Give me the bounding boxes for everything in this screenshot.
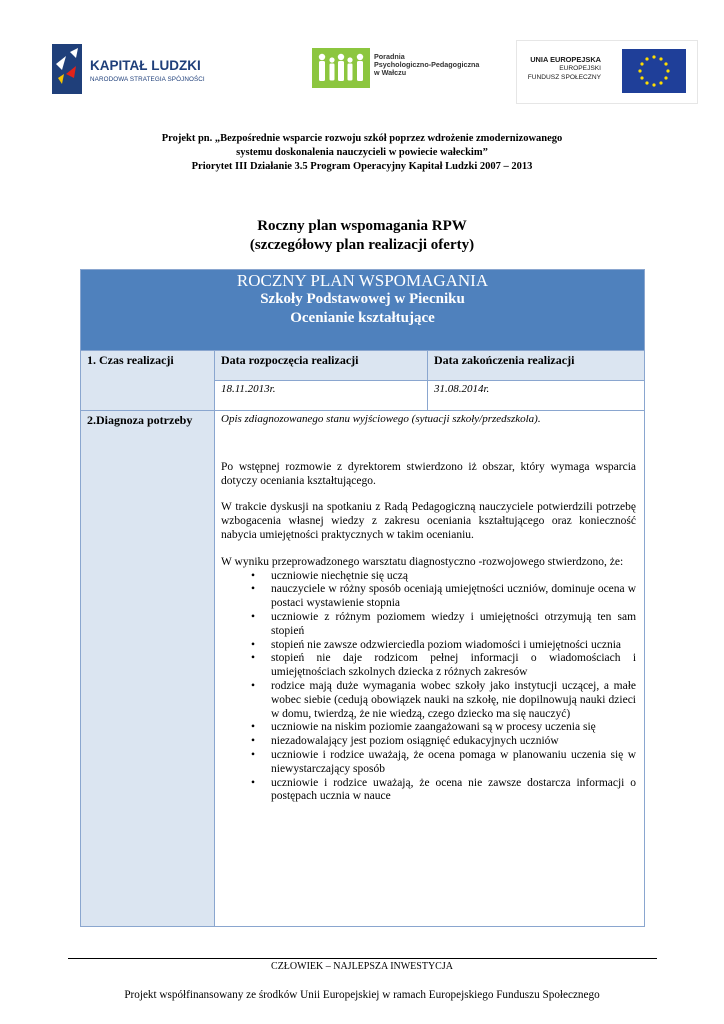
- realization-header-row: [81, 351, 645, 381]
- footer-cofinanced: Projekt współfinansowany ze środków Unii Europejskiej w ramach Europejskiego Funduszu Społecznego: [124, 989, 600, 1001]
- poradnia-name: [374, 53, 479, 78]
- plan-title-line1: Roczny plan wspomagania RPW: [257, 218, 467, 234]
- list-item: • uczniowie niechętnie się uczą: [221, 570, 636, 584]
- eu-fund-logo: [516, 40, 698, 104]
- people-group-icon: [312, 48, 370, 88]
- footer-slogan: CZŁOWIEK – NAJLEPSZA INWESTYCJA: [271, 961, 453, 972]
- diagnosis-paragraph-3: W wyniku przeprowadzonego warsztatu diagnostyczno -rozwojowego stwierdzono, że:: [221, 555, 624, 568]
- diagnosis-row: [81, 411, 645, 927]
- list-item: • niezadowalający jest poziom osiągnięć edukacyjnych uczniów: [221, 735, 636, 749]
- diagnosis-label: 2.Diagnoza potrzeby: [81, 411, 215, 927]
- list-item: • uczniowie na niskim poziomie zaangażowani są w procesy uczenia się: [221, 721, 636, 735]
- start-date-value: 18.11.2013r.: [215, 381, 428, 411]
- banner-topic: Ocenianie kształtujące: [290, 310, 435, 326]
- banner-title: ROCZNY PLAN WSPOMAGANIA: [236, 271, 489, 290]
- kapital-ludzki-emblem-icon: [52, 44, 82, 94]
- poradnia-line2: Psychologiczno-Pedagogiczna: [374, 60, 480, 70]
- poradnia-line1: Poradnia: [374, 52, 405, 61]
- plan-title: [0, 217, 724, 254]
- diagnosis-paragraph-2: W trakcie dyskusji na spotkaniu z Radą Pedagogiczną nauczyciele potwierdzili potrzebę wzbogacenia własnej wiedzy z zakresu oceniania kształtującego oraz konieczność nabycia umiejętności praktycznych w takim ocenianiu.: [221, 501, 637, 541]
- banner-row: [81, 270, 645, 351]
- footer-divider: [68, 958, 657, 959]
- ue-line2: EUROPEJSKI: [559, 65, 601, 72]
- diagnosis-paragraph-1: Po wstępnej rozmowie z dyrektorem stwierdzono iż obszar, który wymaga wsparcia dotyczy oceniania kształtującego.: [221, 460, 637, 487]
- diagnosis-findings-list: [221, 570, 636, 805]
- kapital-ludzki-name: KAPITAŁ LUDZKI: [90, 58, 201, 73]
- kapital-ludzki-logo: [52, 44, 212, 100]
- plan-table: [80, 269, 645, 927]
- diagnosis-intro: Opis zdiagnozowanego stanu wyjściowego (sytuacji szkoły/przedszkola).: [221, 413, 541, 425]
- list-item: • uczniowie z różnym poziomem wiedzy i umiejętności otrzymują ten sam stopień: [221, 611, 636, 639]
- poradnia-logo: [312, 48, 502, 94]
- poradnia-line3: w Wałczu: [374, 68, 407, 78]
- project-header: [0, 132, 724, 174]
- kapital-ludzki-subtitle: NARODOWA STRATEGIA SPÓJNOŚCI: [90, 76, 205, 83]
- banner-school: Szkoły Podstawowej w Piecniku: [260, 291, 465, 307]
- ue-line3: FUNDUSZ SPOŁECZNY: [527, 74, 601, 81]
- header-logos: [0, 40, 724, 110]
- list-item: • uczniowie i rodzice uważają, że ocena pomaga w planowaniu uczenia się w niewystarczający sposób: [221, 749, 636, 777]
- realization-label: 1. Czas realizacji: [81, 351, 215, 411]
- list-item: • rodzice mają duże wymagania wobec szkoły jako instytucji uczącej, a małe wobec siebie (cedują obowiązek nauki na szkołę, nie dopilnowują nauki dzieci w domu, twierdzą, że nie wiedzą, czego dziecko ma się nauczyć): [221, 680, 636, 721]
- list-item: • uczniowie i rodzice uważają, że ocena nie zawsze dostarcza informacji o postępach ucznia w nauce: [221, 777, 636, 805]
- start-date-header: Data rozpoczęcia realizacji: [215, 351, 428, 381]
- end-date-header: Data zakończenia realizacji: [428, 351, 645, 381]
- eu-fund-name: [523, 55, 601, 82]
- project-header-line1: Projekt pn. „Bezpośrednie wsparcie rozwoju szkół poprzez wdrożenie zmodernizowanego: [161, 133, 563, 144]
- project-header-line3: Priorytet III Działanie 3.5 Program Operacyjny Kapitał Ludzki 2007 – 2013: [191, 161, 533, 172]
- plan-title-line2: (szczegółowy plan realizacji oferty): [249, 236, 475, 253]
- end-date-value: 31.08.2014r.: [428, 381, 645, 411]
- project-header-line2: systemu doskonalenia nauczycieli w powiecie wałeckim”: [236, 147, 488, 158]
- list-item: • nauczyciele w różny sposób oceniają umiejętności uczniów, dominuje ocena w postaci wystawienie stopnia: [221, 583, 636, 611]
- diagnosis-content: [215, 411, 645, 927]
- plan-banner: [81, 270, 645, 351]
- list-item: • stopień nie zawsze odzwierciedla poziom wiadomości i umiejętności ucznia: [221, 639, 636, 653]
- list-item: • stopień nie daje rodzicom pełnej informacji o wiadomościach i umiejętnościach szkolnych dziecka z różnych zakresów: [221, 652, 636, 680]
- ue-line1: UNIA EUROPEJSKA: [530, 55, 601, 64]
- eu-flag-icon: [622, 49, 686, 93]
